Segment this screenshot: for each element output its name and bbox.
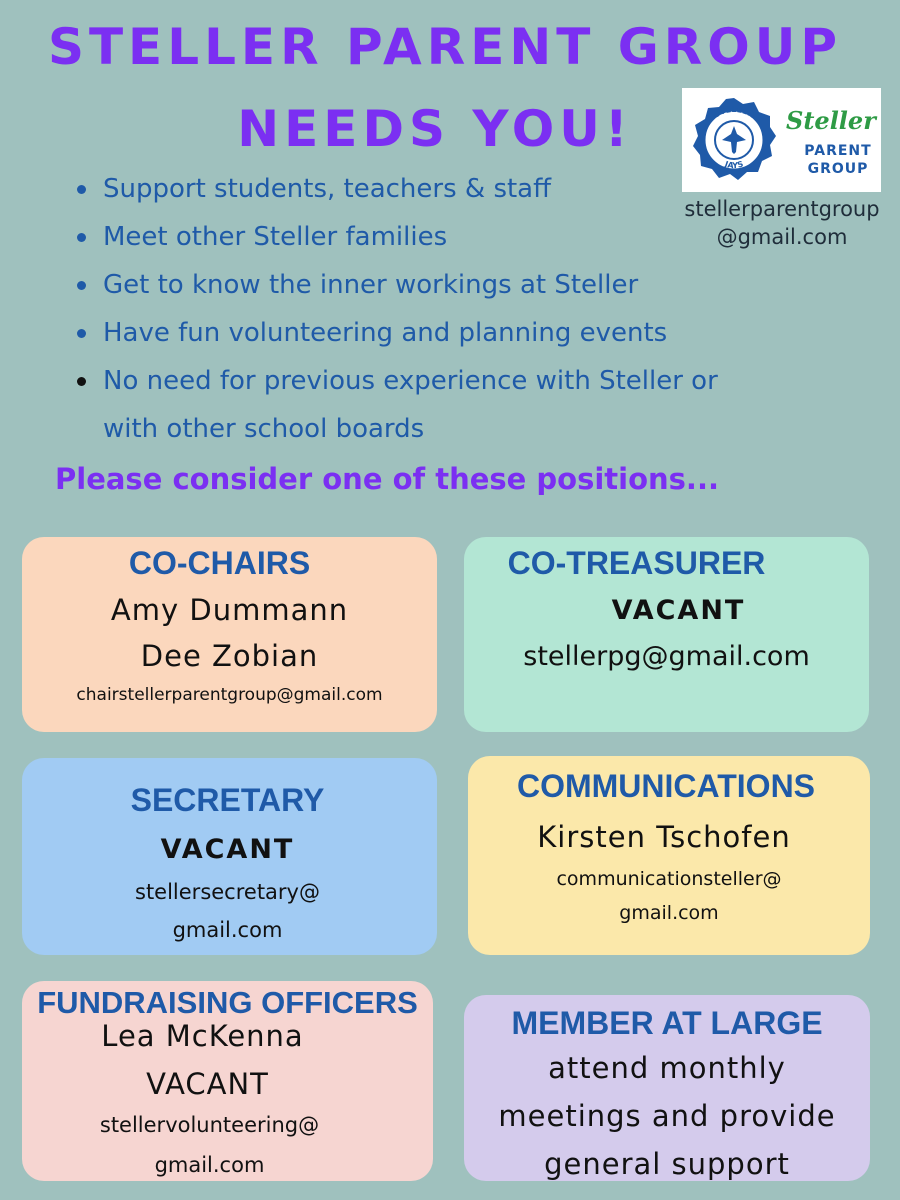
contact-email-line-2: gmail.com (172, 918, 283, 942)
card-co-chairs (22, 537, 437, 732)
title-line-1: STELLER PARENT GROUP (47, 18, 843, 76)
card-co-treasurer (464, 537, 869, 732)
benefit-item: Meet other Steller families (75, 213, 835, 261)
position-status: VACANT (160, 834, 295, 865)
positions-heading: Please consider one of these positions... (55, 462, 719, 496)
benefit-item: Have fun volunteering and planning events (75, 309, 835, 357)
contact-email: stellerpg@gmail.com (523, 641, 810, 672)
person-name: Amy Dummann (110, 593, 349, 627)
title-line-2: NEEDS YOU! (237, 100, 633, 158)
benefit-item: Support students, teachers & staff (75, 165, 835, 213)
group-email-line-2: @gmail.com (716, 225, 848, 249)
contact-email-line-1: communicationsteller@ (556, 868, 782, 890)
logo-brand-text: Steller (786, 106, 876, 135)
position-status: VACANT (146, 1067, 269, 1101)
person-name: Lea McKenna (101, 1019, 304, 1053)
card-title: COMMUNICATIONS (516, 768, 816, 804)
person-name: Kirsten Tschofen (537, 820, 791, 854)
group-email-line-1: stellerparentgroup (684, 197, 880, 221)
seal-text-top: STELLER (712, 104, 756, 120)
logo-sub-line-2: GROUP (807, 161, 869, 177)
benefit-item: No need for previous experience with Steller or (75, 357, 835, 405)
role-description-line: attend monthly (548, 1051, 786, 1085)
logo-sub-line-1: PARENT (804, 143, 872, 159)
contact-email-line-2: gmail.com (154, 1153, 265, 1177)
position-status: VACANT (611, 595, 746, 626)
benefit-item-continued: with other school boards (103, 414, 425, 444)
benefits-list (75, 165, 835, 453)
card-communications (468, 756, 870, 955)
contact-email-line-1: stellervolunteering@ (99, 1113, 320, 1137)
person-name: Dee Zobian (140, 639, 319, 673)
seal-text-bottom: JAYS (723, 159, 745, 171)
contact-email-line-2: gmail.com (619, 902, 719, 924)
card-title: FUNDRAISING OFFICERS (37, 985, 418, 1020)
card-member-at-large (464, 995, 870, 1181)
card-title: CO-TREASURER (507, 545, 766, 581)
card-title: SECRETARY (130, 782, 325, 818)
contact-email-line-1: stellersecretary@ (135, 880, 320, 904)
benefit-item: Get to know the inner workings at Steller (75, 261, 835, 309)
card-fundraising-officers (22, 981, 433, 1181)
role-description-line: general support (544, 1147, 790, 1181)
card-title: CO-CHAIRS (128, 545, 311, 581)
role-description-line: meetings and provide (498, 1099, 836, 1133)
card-secretary (22, 758, 437, 955)
contact-email: chairstellerparentgroup@gmail.com (76, 685, 383, 705)
card-title: MEMBER AT LARGE (511, 1005, 823, 1041)
